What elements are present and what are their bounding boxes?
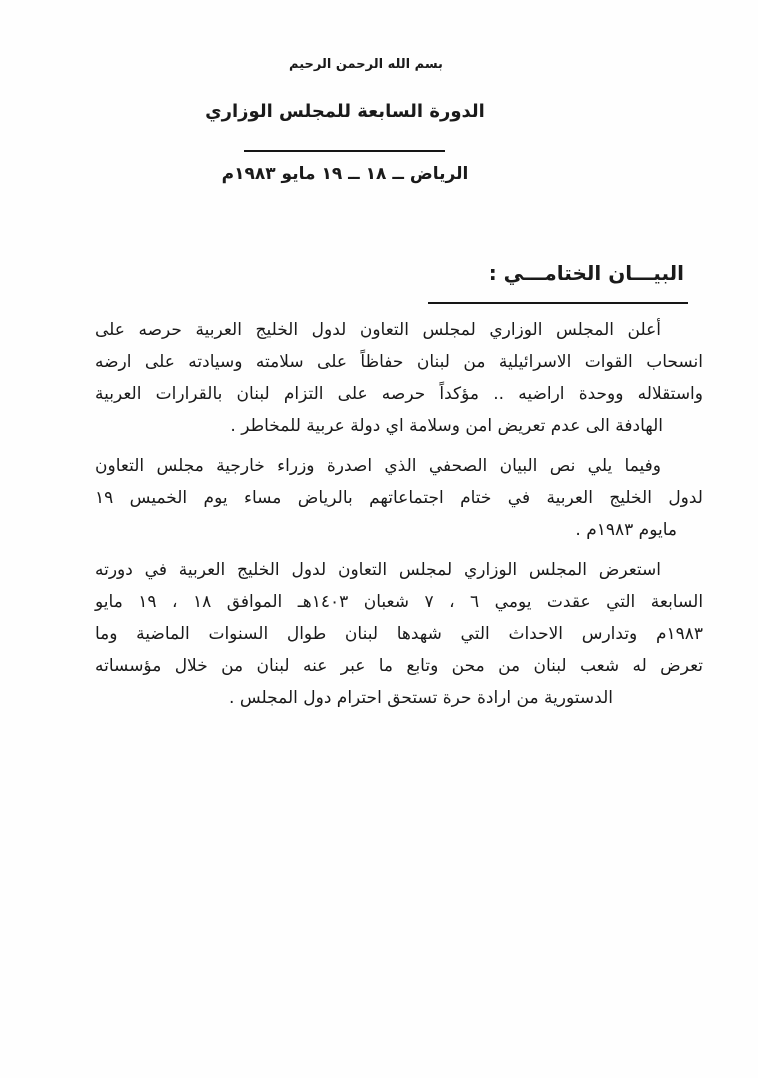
body-line: أعلن المجلس الوزاري لمجلس التعاون لدول الخليج العربية حرصه على — [95, 320, 661, 340]
body-line: انسحاب القوات الاسرائيلية من لبنان حفاظاً على سلامته وسيادته على ارضه — [95, 352, 703, 372]
title-underline — [244, 150, 445, 152]
body-line: واستقلاله ووحدة اراضيه .. مؤكداً حرصه على التزام لبنان بالقرارات العربية — [95, 384, 703, 404]
body-line: وفيما يلي نص البيان الصحفي الذي اصدرة وزراء خارجية مجلس التعاون — [95, 456, 661, 476]
statement-body — [95, 314, 703, 722]
body-line: ١٩٨٣م وتدارس الاحداث التي شهدها لبنان طوال السنوات الماضية وما — [95, 624, 703, 644]
location-date: الرياض ــ ١٨ ــ ١٩ مايو ١٩٨٣م — [221, 164, 469, 184]
basmala-text: بسم الله الرحمن الرحيم — [289, 57, 443, 72]
session-title: الدورة السابعة للمجلس الوزاري — [205, 101, 485, 122]
body-line: استعرض المجلس الوزاري لمجلس التعاون لدول الخليج العربية في دورته — [95, 560, 661, 580]
body-line: الدستورية من ارادة حرة تستحق احترام دول المجلس . — [229, 688, 613, 708]
statement-paragraph — [95, 314, 703, 442]
statement-paragraph — [95, 554, 703, 714]
body-line: السابعة التي عقدت يومي ٦ ، ٧ شعبان ١٤٠٣هـ الموافق ١٨ ، ١٩ مايو — [95, 592, 704, 612]
body-line: مايوم ١٩٨٣م . — [575, 520, 677, 540]
body-line: تعرض له شعب لبنان من محن وتابع ما عبر عنه لبنان من خلال مؤسساته — [95, 656, 703, 676]
body-line: الهادفة الى عدم تعريض امن وسلامة اي دولة عربية للمخاطر . — [230, 416, 663, 436]
final-statement-heading: البيـــان الختامـــي : — [488, 261, 684, 285]
body-line: لدول الخليج العربية في ختام اجتماعاتهم بالرياض مساء يوم الخميس ١٩ — [95, 488, 703, 508]
statement-paragraph — [95, 450, 703, 546]
heading-underline — [428, 302, 688, 304]
